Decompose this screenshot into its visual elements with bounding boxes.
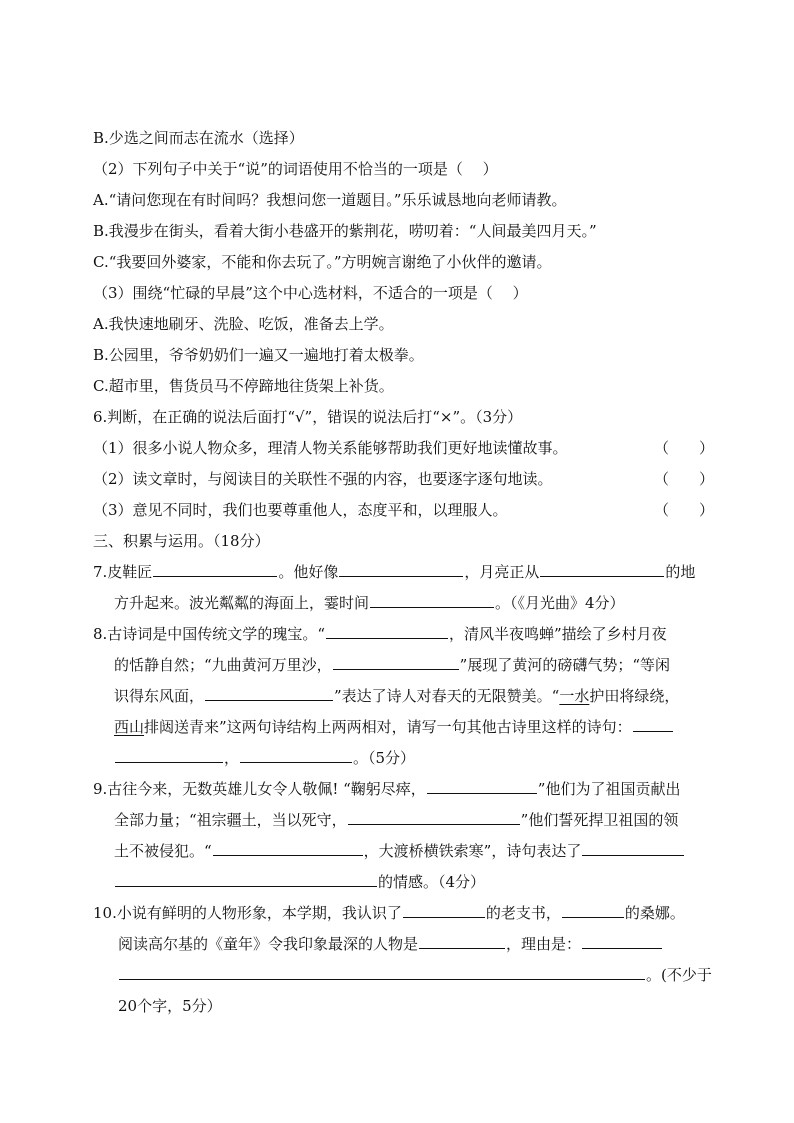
q8-blank-1[interactable] — [326, 621, 448, 639]
q8-text: ，清风半夜鸣蝉”描绘了乡村月夜 — [448, 625, 667, 643]
q9-text: 9.古往今来，无数英雄儿女令人敬佩! “鞠躬尽瘁， — [93, 780, 426, 798]
question-3: （3）围绕“忙碌的早晨”这个中心选材料，不适合的一项是（ ） — [93, 284, 528, 302]
q10-line-3 — [93, 960, 723, 991]
q10-blank-4[interactable] — [582, 931, 662, 949]
q7-blank-3[interactable] — [540, 559, 664, 577]
q9-blank-5[interactable] — [115, 869, 377, 887]
question-2: （2）下列句子中关于“说”的词语使用不恰当的一项是（ ） — [93, 160, 498, 178]
q8-text: 8.古诗词是中国传统文学的瑰宝。“ — [93, 625, 325, 643]
q8-text: ”展现了黄河的磅礴气势；“等闲 — [459, 656, 671, 674]
q10-text: 的老支书， — [485, 904, 561, 922]
q7-text: ，月亮正从 — [464, 563, 540, 581]
q10-text: 10.小说有鲜明的人物形象，本学期，我认识了 — [93, 904, 402, 922]
judge-answer-3[interactable]: （ ） — [654, 501, 715, 519]
q7-text: 。（《月光曲》4分） — [495, 594, 625, 612]
q10-blank-1[interactable] — [403, 900, 485, 918]
option-b-q1: B.少选之间而志在流水（选择） — [93, 129, 304, 147]
q8-blank-2[interactable] — [333, 652, 459, 670]
q8-blank-6[interactable] — [240, 745, 352, 763]
q8-text: 识得东风面， — [114, 687, 205, 705]
q7-text: 。他好像 — [278, 563, 339, 581]
q8-line-2 — [93, 650, 723, 681]
judge-item-3 — [93, 495, 723, 526]
q8-underlined-word: 一水 — [559, 687, 590, 705]
section-3-heading: 三、积累与运用。（18分） — [93, 532, 270, 550]
q9-blank-2[interactable] — [348, 807, 520, 825]
judge-answer-1[interactable]: （ ） — [654, 439, 715, 457]
q9-line-3 — [93, 836, 723, 867]
q8-blank-3[interactable] — [205, 683, 333, 701]
q8-text: ”表达了诗人对春天的无限赞美。“ — [334, 687, 560, 705]
q9-blank-3[interactable] — [213, 838, 363, 856]
q9-line-4 — [93, 867, 723, 898]
q10-text: ，理由是： — [506, 935, 582, 953]
q9-text: ”他们誓死捍卫祖国的领 — [520, 811, 679, 829]
option-a-q3: A.我快速地刷牙、洗脸、吃饭，准备去上学。 — [93, 315, 394, 333]
q9-text: ”他们为了祖国贡献出 — [537, 780, 681, 798]
option-c-q2: C.“我要回外婆家，不能和你去玩了。”方明婉言谢绝了小伙伴的邀请。 — [93, 253, 552, 271]
q9-blank-1[interactable] — [427, 776, 537, 794]
q10-line-2 — [93, 929, 723, 960]
q10-blank-3[interactable] — [419, 931, 505, 949]
q7-blank-1[interactable] — [153, 559, 277, 577]
q9-text: 土不被侵犯。“ — [114, 842, 212, 860]
exam-page — [93, 123, 723, 1022]
judge-item-1-text: （1）很多小说人物众多，理清人物关系能够帮助我们更好地读懂故事。 — [93, 439, 568, 457]
q7-line-2 — [93, 588, 723, 619]
judge-answer-2[interactable]: （ ） — [654, 470, 715, 488]
option-a-q2: A.“请问您现在有时间吗？我想问您一道题目。”乐乐诚恳地向老师请教。 — [93, 191, 567, 209]
q9-text: ，大渡桥横铁索寒”，诗句表达了 — [363, 842, 582, 860]
q7-line-1 — [93, 557, 723, 588]
q8-line-4 — [93, 712, 723, 743]
q7-blank-2[interactable] — [339, 559, 463, 577]
q8-line-5 — [93, 743, 723, 774]
q9-line-2 — [93, 805, 723, 836]
q8-underlined-word: 西山 — [114, 718, 145, 736]
option-b-q3: B.公园里，爷爷奶奶们一遍又一遍地打着太极拳。 — [93, 346, 424, 364]
option-c-q3: C.超市里，售货员马不停蹄地往货架上补货。 — [93, 377, 394, 395]
q7-text: 的地 — [665, 563, 696, 581]
q8-line-3 — [93, 681, 723, 712]
q10-text: 阅读高尔基的《童年》令我印象最深的人物是 — [118, 935, 419, 953]
q8-blank-5[interactable] — [115, 745, 223, 763]
judge-item-3-text: （3）意见不同时，我们也要尊重他人，态度平和，以理服人。 — [93, 501, 508, 519]
q8-text: 。（5分） — [353, 749, 416, 767]
q7-text: 7.皮鞋匠 — [93, 563, 153, 581]
q7-text: 方升起来。波光粼粼的海面上，霎时间 — [114, 594, 370, 612]
q10-blank-2[interactable] — [562, 900, 624, 918]
judge-item-1 — [93, 433, 723, 464]
q8-blank-4[interactable] — [633, 714, 673, 732]
question-6: 6.判断，在正确的说法后面打“√”，错误的说法后打“×”。（3分） — [93, 408, 523, 426]
q8-text: 排闼送青来”这两句诗结构上两两相对，请写一句其他古诗里这样的诗句： — [144, 718, 632, 736]
q8-text: ， — [224, 749, 240, 767]
q8-line-1 — [93, 619, 723, 650]
q9-text: 全部力量；“祖宗疆土，当以死守， — [114, 811, 347, 829]
q9-text: 的情感。（4分） — [378, 873, 486, 891]
q10-line-1 — [93, 898, 723, 929]
q10-blank-5[interactable] — [119, 962, 645, 980]
q9-blank-4[interactable] — [582, 838, 684, 856]
q7-blank-4[interactable] — [370, 590, 494, 608]
q8-text: 护田将绿绕， — [589, 687, 680, 705]
q8-text: 的恬静自然；“九曲黄河万里沙， — [114, 656, 332, 674]
judge-item-2-text: （2）读文章时，与阅读目的关联性不强的内容，也要逐字逐句地读。 — [93, 470, 553, 488]
q10-line-4: 20个字，5分） — [118, 997, 222, 1015]
q9-line-1 — [93, 774, 723, 805]
q10-text: 。(不少于 — [646, 966, 712, 984]
judge-item-2 — [93, 464, 723, 495]
option-b-q2: B.我漫步在街头，看着大街小巷盛开的紫荆花，唠叨着：“人间最美四月天。” — [93, 222, 597, 240]
q10-text: 的桑娜。 — [624, 904, 685, 922]
